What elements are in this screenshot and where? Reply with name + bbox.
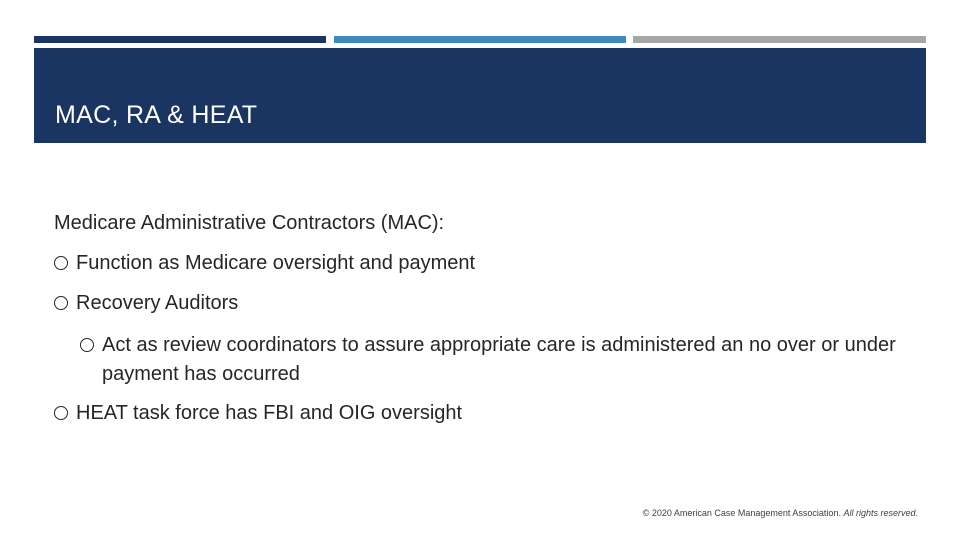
slide-body xyxy=(54,210,924,236)
hollow-circle-icon xyxy=(54,406,68,420)
accent-bar-blue xyxy=(334,36,626,43)
bullet-text: Recovery Auditors xyxy=(76,292,239,314)
bullet-item xyxy=(54,289,238,317)
bullet-item xyxy=(54,399,462,427)
bullet-text: HEAT task force has FBI and OIG oversight xyxy=(76,402,463,424)
footer-copyright: © 2020 American Case Management Association. xyxy=(642,508,841,518)
slide-title: MAC, RA & HEAT xyxy=(55,101,258,129)
bullet-item xyxy=(54,249,475,277)
bullet-text: Function as Medicare oversight and payment xyxy=(76,252,476,274)
accent-bar-gray xyxy=(633,36,926,43)
hollow-circle-icon xyxy=(80,338,94,352)
accent-bar-navy xyxy=(34,36,326,43)
title-band xyxy=(34,48,926,143)
sub-bullet-text: Act as review coordinators to assure appropriate care is administered an no over or under payment has occurred xyxy=(102,334,896,385)
footer-rights: All rights reserved. xyxy=(843,508,918,518)
intro-text: Medicare Administrative Contractors (MAC): xyxy=(54,212,445,234)
footer xyxy=(643,508,918,518)
hollow-circle-icon xyxy=(54,256,68,270)
sub-bullet-item xyxy=(80,331,920,389)
hollow-circle-icon xyxy=(54,296,68,310)
